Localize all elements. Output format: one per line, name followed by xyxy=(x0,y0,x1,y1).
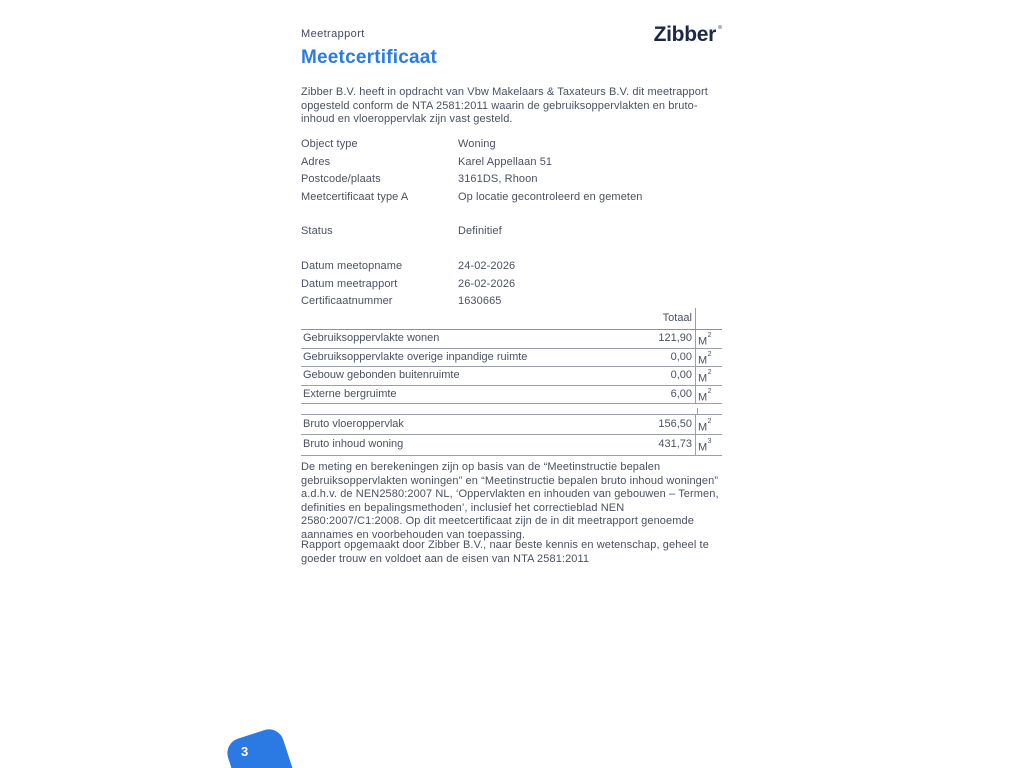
table-row xyxy=(301,330,722,349)
status-group xyxy=(301,223,725,241)
detail-label: Postcode/plaats xyxy=(301,173,381,185)
page-number: 3 xyxy=(241,744,249,759)
row-label: Externe bergruimte xyxy=(303,387,397,400)
detail-label: Datum meetopname xyxy=(301,260,403,272)
row-unit: $M^2$ xyxy=(695,330,722,348)
area-totals-table xyxy=(301,308,722,404)
detail-value: 1630665 xyxy=(458,295,502,307)
detail-value: 24-02-2026 xyxy=(458,260,516,272)
unit-column-header xyxy=(695,308,722,329)
detail-value: Definitief xyxy=(458,225,502,237)
row-value: 156,50 xyxy=(658,418,692,430)
methodology-paragraph: De meting en berekeningen zijn op basis van de “Meetinstructie bepalen gebruiksoppervlakten woningen” en “Meetinstructie bepalen bruto inhoud woningen” a.d.h.v. de NEN2580:2007 NL, ‘Oppervlakten en inhouden van gebouwen – Termen, definities en bepalingsmethoden’, inclusief het correctieblad NEN 2580:2007/C1:2008. Op dit meetcertificaat zijn de in dit meetrapport genoemde aannames en voorbehouden van toepassing. xyxy=(301,461,719,541)
row-unit: $M^2$ xyxy=(695,415,722,434)
row-value: 431,73 xyxy=(658,438,692,451)
row-value: 6,00 xyxy=(670,387,692,400)
page-title: Meetcertificaat xyxy=(301,47,438,68)
table-header-row xyxy=(301,308,722,330)
logo-accent-dot-icon xyxy=(718,25,722,29)
detail-row xyxy=(301,223,725,241)
table-row xyxy=(301,435,722,455)
row-value: 121,90 xyxy=(658,332,692,344)
row-label: Bruto inhoud woning xyxy=(303,438,404,451)
detail-label: Object type xyxy=(301,138,358,150)
row-unit: $M^3$ xyxy=(695,435,722,454)
table-row xyxy=(301,349,722,368)
totals-column-header: Totaal xyxy=(662,312,692,324)
table-row xyxy=(301,367,722,386)
row-label: Bruto vloeroppervlak xyxy=(303,418,404,430)
detail-row xyxy=(301,258,725,276)
detail-row xyxy=(301,276,725,294)
row-unit: $M^2$ xyxy=(695,386,722,404)
row-label: Gebruiksoppervlakte wonen xyxy=(303,332,440,344)
row-unit: $M^2$ xyxy=(695,349,722,367)
detail-row xyxy=(301,136,725,154)
detail-row xyxy=(301,189,725,207)
detail-label: Meetcertificaat type A xyxy=(301,190,409,203)
zibber-logo-text: Zibber xyxy=(653,23,716,46)
detail-label: Adres xyxy=(301,155,331,168)
detail-label: Certificaatnummer xyxy=(301,295,393,307)
row-label: Gebouw gebonden buitenruimte xyxy=(303,369,460,382)
table-row xyxy=(301,386,722,405)
volume-totals-table xyxy=(301,414,722,456)
detail-value: Woning xyxy=(458,138,496,150)
row-label: Gebruiksoppervlakte overige inpandige ruimte xyxy=(303,350,528,363)
detail-value: Op locatie gecontroleerd en gemeten xyxy=(458,190,643,203)
detail-label: Status xyxy=(301,225,333,237)
detail-row xyxy=(301,171,725,189)
property-details-group xyxy=(301,136,725,206)
row-unit: $M^2$ xyxy=(695,367,722,385)
detail-value: 26-02-2026 xyxy=(458,277,516,290)
intro-paragraph: Zibber B.V. heeft in opdracht van Vbw Makelaars & Taxateurs B.V. dit meetrapport opgesteld conform de NTA 2581:2011 waarin de gebruiksoppervlakten en bruto- inhoud en vloeroppervlak zijn vast gesteld. xyxy=(301,86,708,126)
detail-row xyxy=(301,154,725,172)
dates-group xyxy=(301,258,725,311)
page-number-badge xyxy=(223,725,296,768)
detail-value: 3161DS, Rhoon xyxy=(458,173,538,185)
detail-value: Karel Appellaan 51 xyxy=(458,155,553,168)
zibber-logo xyxy=(654,23,722,47)
row-value: 0,00 xyxy=(670,369,692,382)
attestation-paragraph: Rapport opgemaakt door Zibber B.V., naar beste kennis en wetenschap, geheel te goeder trouw en voldoet aan de eisen van NTA 2581:2011 xyxy=(301,539,709,565)
detail-label: Datum meetrapport xyxy=(301,277,398,290)
row-value: 0,00 xyxy=(670,350,692,363)
report-type-label: Meetrapport xyxy=(301,28,365,40)
table-row xyxy=(301,415,722,435)
